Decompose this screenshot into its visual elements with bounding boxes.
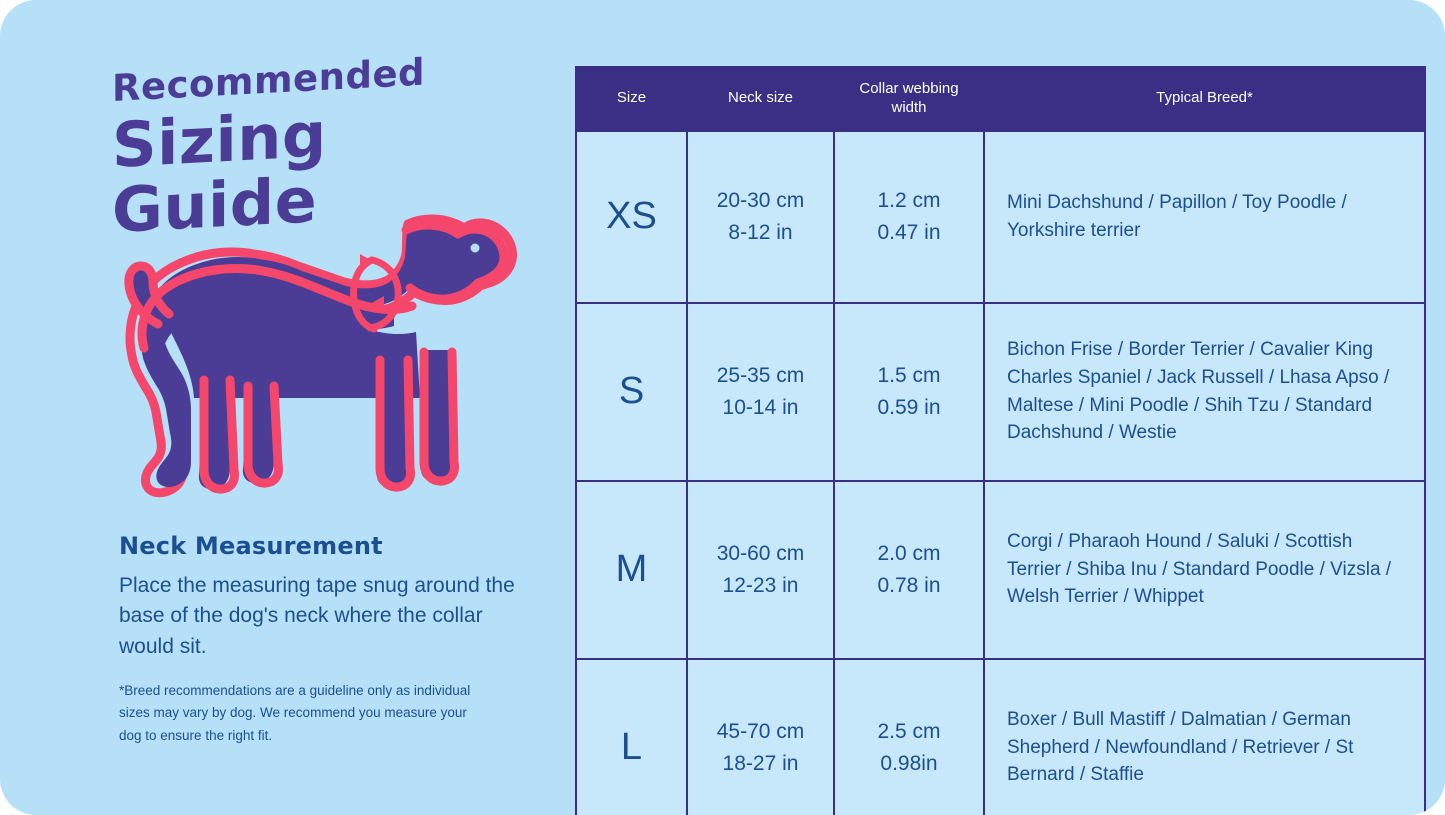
cell-width-s-cm: 1.5 cm <box>877 364 941 387</box>
cell-neck-l-cm: 45-70 cm <box>716 720 805 743</box>
table-row <box>576 481 1425 659</box>
cell-breeds-m: Corgi / Pharaoh Hound / Saluki / Scottish Terrier / Shiba Inu / Standard Poodle / Vizsla / Welsh Terrier / Whippet <box>984 481 1425 659</box>
column-header-typical-breed: Typical Breed* <box>984 67 1425 131</box>
cell-neck-s-cm: 25-35 cm <box>716 364 805 387</box>
cell-width-m <box>834 481 984 659</box>
table-header <box>576 67 1425 131</box>
left-panel <box>0 0 575 815</box>
cell-neck-l <box>687 659 834 815</box>
cell-width-m-cm: 2.0 cm <box>877 542 941 565</box>
table-header-row <box>576 67 1425 131</box>
neck-measurement-body: Place the measuring tape snug around the base of the dog's neck where the collar would sit. <box>119 574 515 658</box>
sizing-table-wrapper <box>575 66 1392 815</box>
cell-neck-m <box>687 481 834 659</box>
cell-size-l: L <box>576 659 687 815</box>
cell-breeds-l: Boxer / Bull Mastiff / Dalmatian / German Shepherd / Newfoundland / Retriever / St Bernard / Staffie <box>984 659 1425 815</box>
neck-measurement-title: Neck Measurement <box>119 532 383 560</box>
cell-neck-s <box>687 303 834 481</box>
cell-width-l <box>834 659 984 815</box>
cell-width-l-in: 0.98in <box>880 751 938 775</box>
column-header-size: Size <box>576 67 687 131</box>
page-title-line1: Recommended <box>112 50 426 110</box>
cell-neck-xs-cm: 20-30 cm <box>716 189 805 212</box>
cell-width-s <box>834 303 984 481</box>
cell-width-s-in: 0.59 in <box>877 395 941 419</box>
cell-neck-l-in: 18-27 in <box>722 751 799 775</box>
page-title-line2: Sizing Guide <box>112 97 327 248</box>
cell-neck-xs-in: 8-12 in <box>728 220 793 244</box>
cell-neck-m-in: 12-23 in <box>722 573 799 597</box>
dog-illustration <box>108 198 538 513</box>
cell-width-xs-cm: 1.2 cm <box>877 189 941 212</box>
cell-width-m-in: 0.78 in <box>877 573 941 597</box>
table-row <box>576 131 1425 303</box>
cell-breeds-s: Bichon Frise / Border Terrier / Cavalier King Charles Spaniel / Jack Russell / Lhasa Apso / Maltese / Mini Poodle / Shih Tzu / Standard Dachshund / Westie <box>984 303 1425 481</box>
sizing-table <box>575 66 1426 815</box>
cell-width-xs-in: 0.47 in <box>877 220 941 244</box>
cell-width-l-cm: 2.5 cm <box>877 720 941 743</box>
cell-width-xs <box>834 131 984 303</box>
cell-neck-m-cm: 30-60 cm <box>716 542 805 565</box>
cell-size-s: S <box>576 303 687 481</box>
cell-neck-xs <box>687 131 834 303</box>
cell-neck-s-in: 10-14 in <box>722 395 799 419</box>
cell-size-xs: XS <box>576 131 687 303</box>
table-body <box>576 131 1425 815</box>
column-header-neck-size: Neck size <box>687 67 834 131</box>
cell-size-m: M <box>576 481 687 659</box>
breed-footnote: *Breed recommendations are a guideline only as individual sizes may vary by dog. We recommend you measure your dog to ensure the right fit. <box>119 683 471 743</box>
table-row <box>576 659 1425 815</box>
table-row <box>576 303 1425 481</box>
cell-breeds-xs: Mini Dachshund / Papillon / Toy Poodle / Yorkshire terrier <box>984 131 1425 303</box>
column-header-collar-webbing-width: Collar webbing width <box>834 67 984 131</box>
